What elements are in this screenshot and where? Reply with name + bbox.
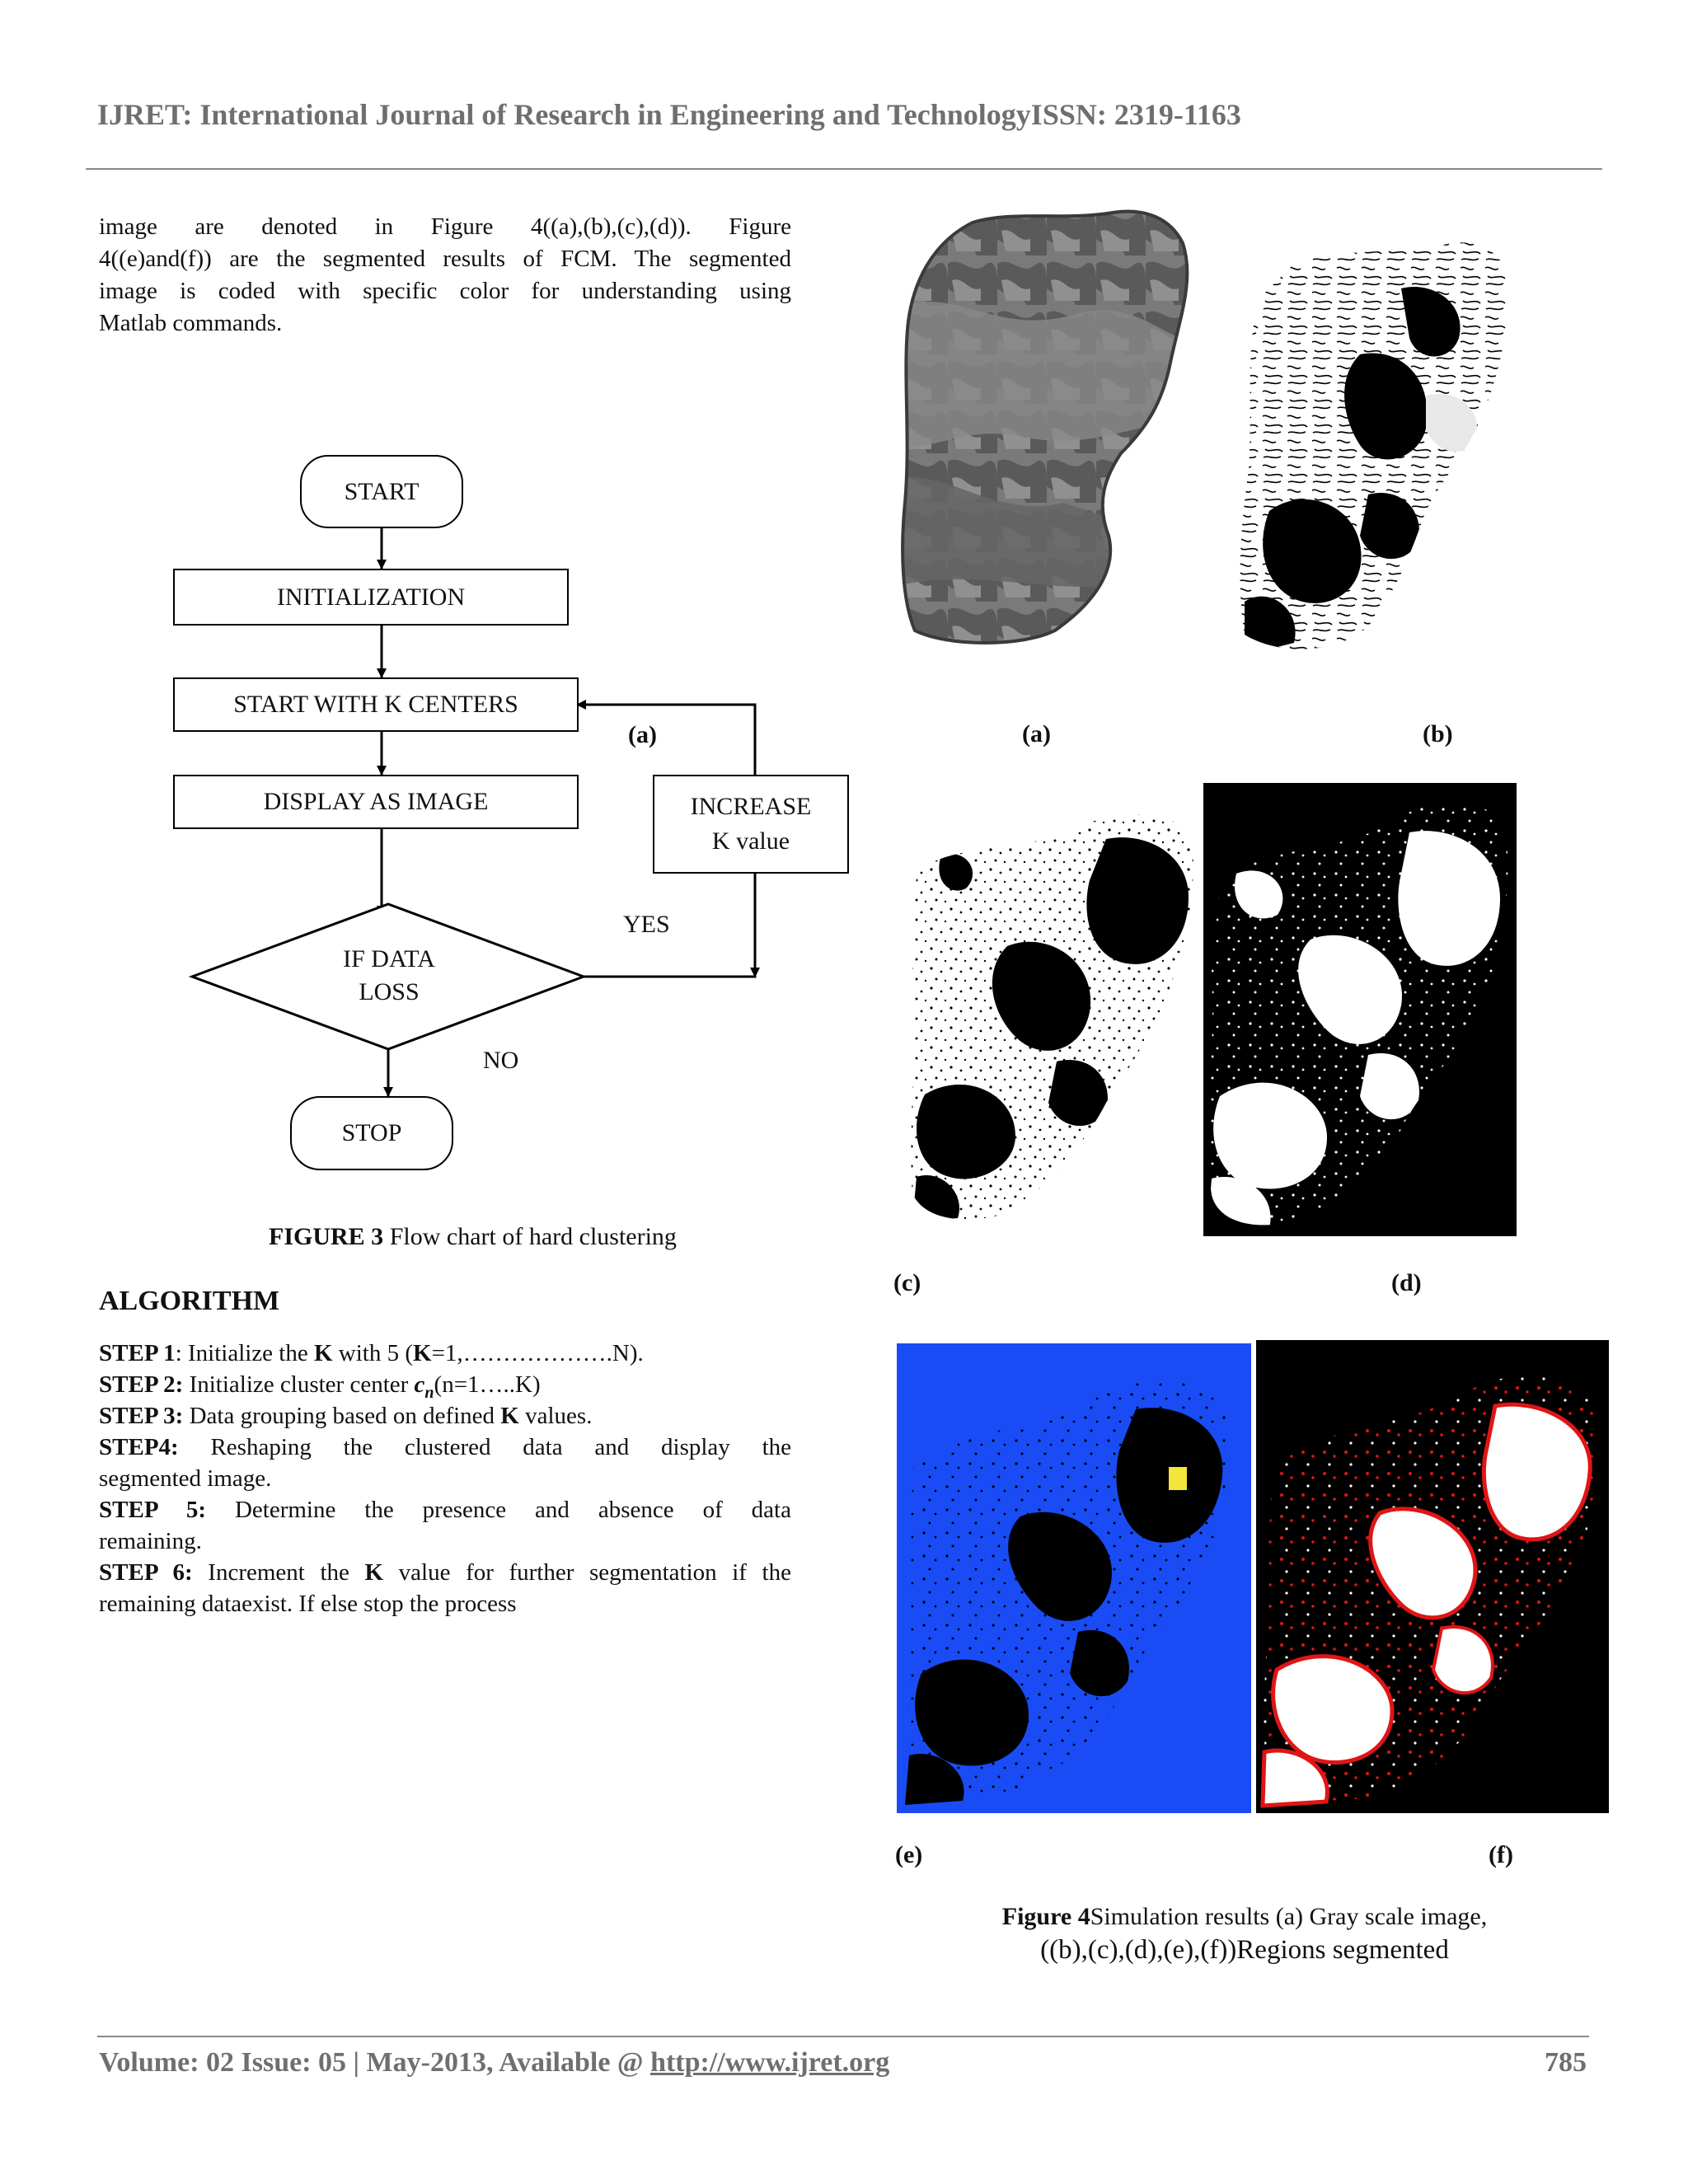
- figure3-caption: [269, 1223, 677, 1251]
- figure4c-segmented-image: [908, 806, 1197, 1226]
- intro-line: image are denoted in Figure 4((a),(b),(c),(d)). Figure: [99, 213, 791, 240]
- step-text: Reshaping the clustered data and display the: [178, 1434, 791, 1460]
- figure4d-segmented-image: [1203, 783, 1517, 1236]
- initialization-box: [173, 569, 569, 626]
- step-text: Data grouping based on defined: [183, 1403, 501, 1429]
- step-text: Determine the presence and absence of data: [206, 1497, 791, 1523]
- flowchart-label-a: (a): [628, 721, 657, 748]
- step-6-cont: remaining dataexist. If else stop the process: [99, 1591, 517, 1617]
- display-image-box: [173, 775, 579, 829]
- step-text: with 5 (: [332, 1340, 414, 1366]
- step-5-cont: remaining.: [99, 1528, 202, 1554]
- decision-text: [313, 943, 465, 1009]
- increase-k-box: [653, 775, 849, 874]
- figure4-number: Figure 4: [1001, 1903, 1090, 1930]
- no-label: NO: [483, 1047, 519, 1074]
- algorithm-heading: ALGORITHM: [99, 1286, 280, 1316]
- step-label: STEP 3:: [99, 1403, 184, 1429]
- k-symbol: K: [364, 1559, 384, 1586]
- figure4-label-b: (b): [1423, 720, 1453, 748]
- start-k-centers-box: [173, 677, 579, 732]
- figure4e-fcm-blue-image: [897, 1343, 1251, 1813]
- c-symbol: c: [414, 1371, 425, 1398]
- stop-terminal: [290, 1096, 453, 1170]
- figure3-number: FIGURE 3: [269, 1223, 384, 1250]
- figure4-label-f: (f): [1489, 1841, 1513, 1868]
- journal-link[interactable]: http://www.ijret.org: [650, 2047, 890, 2078]
- figure4-caption-line2: ((b),(c),(d),(e),(f))Regions segmented: [1040, 1935, 1449, 1965]
- figure4-label-e: (e): [895, 1841, 923, 1868]
- step-5: [99, 1494, 791, 1526]
- step-4-cont: segmented image.: [99, 1465, 272, 1492]
- intro-line: image is coded with specific color for understanding using: [99, 278, 791, 304]
- journal-header: IJRET: International Journal of Research in Engineering and TechnologyISSN: 2319-1163: [97, 98, 1241, 131]
- initialization-label: INITIALIZATION: [276, 583, 466, 611]
- figure4-label-a: (a): [1022, 720, 1051, 748]
- figure4b-segmented-image: [1236, 239, 1517, 659]
- intro-line: Matlab commands.: [99, 310, 283, 336]
- k-symbol: K: [313, 1340, 333, 1366]
- step-text: Increment the: [192, 1559, 365, 1586]
- figure3-text: Flow chart of hard clustering: [383, 1223, 677, 1250]
- n-subscript: n: [424, 1383, 434, 1402]
- footer-volume: [99, 2047, 889, 2079]
- yes-label: YES: [623, 911, 670, 938]
- start-k-centers-label: START WITH K CENTERS: [233, 691, 518, 718]
- intro-line: 4((e)and(f)) are the segmented results of FCM. The segmented: [99, 246, 791, 272]
- step-label: STEP 5:: [99, 1497, 207, 1523]
- k-symbol: K: [413, 1340, 432, 1366]
- footer-text: Volume: 02 Issue: 05 | May-2013, Available @: [99, 2047, 651, 2078]
- step-label: STEP 1: [99, 1340, 176, 1366]
- start-terminal: [300, 455, 463, 528]
- algorithm-steps: [99, 1338, 791, 1619]
- step-2: [99, 1369, 791, 1400]
- step-text: =1,……………….N).: [431, 1340, 644, 1366]
- figure4a-grayscale-image: [898, 206, 1228, 651]
- k-value-label: K value: [711, 827, 790, 855]
- step-label: STEP 6:: [99, 1559, 193, 1586]
- figure4-caption: [874, 1900, 1615, 1966]
- step-label: STEP4:: [99, 1434, 179, 1460]
- increase-label: INCREASE: [690, 793, 812, 820]
- page-number: 785: [1545, 2047, 1587, 2078]
- stop-label: STOP: [341, 1119, 402, 1146]
- step-text: values.: [518, 1403, 593, 1429]
- start-label: START: [344, 477, 420, 505]
- arrow-increase-loop: [577, 705, 755, 775]
- yellow-region-marker: [1169, 1467, 1187, 1490]
- step-text: (n=1…..K): [434, 1371, 541, 1398]
- step-3: [99, 1400, 791, 1432]
- step-text: : Initialize the: [175, 1340, 314, 1366]
- step-1: [99, 1338, 791, 1369]
- figure4-caption-line1: Simulation results (a) Gray scale image,: [1090, 1903, 1488, 1930]
- decision-line2: LOSS: [359, 978, 420, 1005]
- footer-rule: [97, 2036, 1589, 2037]
- decision-line1: IF DATA: [343, 945, 435, 972]
- figure4f-fcm-red-image: [1256, 1340, 1609, 1813]
- step-label: STEP 2:: [99, 1371, 184, 1398]
- figure4-label-c: (c): [893, 1269, 921, 1296]
- step-text: Initialize cluster center: [183, 1371, 415, 1398]
- figure4-label-d: (d): [1391, 1269, 1422, 1296]
- k-symbol: K: [500, 1403, 519, 1429]
- display-image-label: DISPLAY AS IMAGE: [263, 788, 489, 815]
- step-text: value for further segmentation if the: [383, 1559, 791, 1586]
- step-6: [99, 1557, 791, 1588]
- step-4: [99, 1432, 791, 1463]
